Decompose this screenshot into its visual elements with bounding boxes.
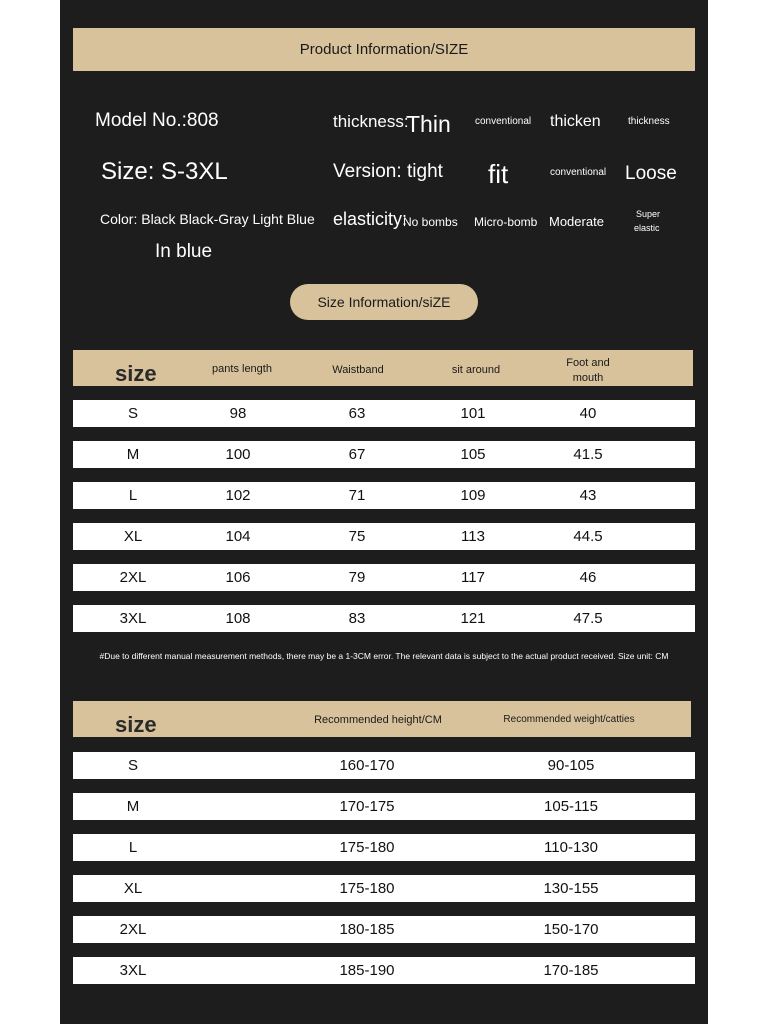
header-sit-around: sit around <box>451 364 501 376</box>
header-mouth: mouth <box>572 372 604 384</box>
table-cell: 108 <box>225 610 251 627</box>
table-row <box>73 441 695 468</box>
title-bar <box>73 28 695 71</box>
table-cell: 109 <box>460 487 486 504</box>
table-cell: 175-180 <box>339 839 395 856</box>
header-recommended-height: Recommended height/CM <box>314 714 442 726</box>
table-row <box>73 605 695 632</box>
thickness-thickness: thickness <box>628 116 670 127</box>
header2-size: size <box>115 712 157 737</box>
recommendation-table-header <box>73 701 691 737</box>
elasticity-moderate: Moderate <box>549 214 604 229</box>
table-cell: 105-115 <box>544 798 598 815</box>
table-cell: 3XL <box>119 962 147 979</box>
table-cell: 175-180 <box>339 880 395 897</box>
table-cell: 2XL <box>119 921 147 938</box>
table-cell: XL <box>123 880 143 897</box>
table-cell: M <box>126 446 140 463</box>
table-row <box>73 523 695 550</box>
table-cell: 110-130 <box>544 839 598 856</box>
table-cell: 83 <box>348 610 366 627</box>
table-row <box>73 875 695 902</box>
model-number: Model No.:808 <box>95 110 219 131</box>
table-cell: 2XL <box>119 569 147 586</box>
color-line-1: Color: Black Black-Gray Light Blue <box>100 211 315 227</box>
table-cell: 160-170 <box>339 757 395 774</box>
table-row <box>73 564 695 591</box>
header-recommended-weight: Recommended weight/catties <box>503 714 635 725</box>
table-cell: 104 <box>225 528 251 545</box>
table-cell: 150-170 <box>543 921 599 938</box>
table-cell: 101 <box>460 405 486 422</box>
table-cell: 170-175 <box>339 798 395 815</box>
table-cell: 170-185 <box>543 962 599 979</box>
header-pants-length: pants length <box>212 363 272 375</box>
thickness-label: thickness: <box>333 112 409 131</box>
table-cell: 100 <box>225 446 251 463</box>
table-cell: 67 <box>348 446 366 463</box>
header-size: size <box>115 361 157 386</box>
table-cell: 47.5 <box>573 610 603 627</box>
table-cell: L <box>128 839 138 856</box>
table-cell: 46 <box>579 569 597 586</box>
header-waistband: Waistband <box>332 364 384 376</box>
table-cell: 185-190 <box>339 962 395 979</box>
table-cell: 3XL <box>119 610 147 627</box>
table-row <box>73 916 695 943</box>
table-cell: S <box>127 405 139 422</box>
dark-panel <box>60 0 708 1024</box>
version-label: Version: <box>333 161 402 182</box>
table-cell: M <box>126 798 140 815</box>
thickness-thicken: thicken <box>550 113 601 130</box>
version-conventional: conventional <box>550 167 607 178</box>
header-foot-and: Foot and <box>566 357 610 369</box>
page-title: Product Information/SIZE <box>299 41 469 58</box>
table-cell: 117 <box>461 569 485 586</box>
table-cell: 41.5 <box>573 446 603 463</box>
table-cell: 102 <box>225 487 251 504</box>
table-cell: 130-155 <box>543 880 599 897</box>
table-cell: 105 <box>460 446 486 463</box>
measurement-note: #Due to different manual measurement methods, there may be a 1-3CM error. The relevant data is subject to the actual product received. Size unit: CM <box>99 651 669 661</box>
table-cell: 90-105 <box>547 757 595 774</box>
table-row <box>73 793 695 820</box>
table-cell: 79 <box>348 569 366 586</box>
table-cell: 63 <box>348 405 366 422</box>
size-range: Size: S-3XL <box>101 158 228 185</box>
table-cell: 71 <box>348 487 366 504</box>
elasticity-super: Super <box>636 209 661 219</box>
measurement-table-header <box>73 350 693 386</box>
color-line-2: In blue <box>155 241 213 262</box>
table-cell: 98 <box>229 405 247 422</box>
table-cell: 43 <box>579 487 597 504</box>
elasticity-elastic: elastic <box>634 223 660 233</box>
size-information-pill <box>290 284 478 320</box>
table-row <box>73 752 695 779</box>
thickness-conventional: conventional <box>475 116 532 127</box>
table-cell: S <box>127 757 139 774</box>
table-cell: 121 <box>460 610 486 627</box>
thickness-thin: Thin <box>406 111 451 137</box>
table-cell: 113 <box>461 528 485 545</box>
table-cell: 106 <box>225 569 251 586</box>
elasticity-micro-bomb: Micro-bomb <box>474 215 538 229</box>
version-loose: Loose <box>625 163 677 184</box>
size-information-label: Size Information/siZE <box>317 294 451 310</box>
table-row <box>73 482 695 509</box>
table-row <box>73 957 695 984</box>
table-row <box>73 834 695 861</box>
version-tight: tight <box>407 161 443 182</box>
table-cell: XL <box>123 528 143 545</box>
version-fit: fit <box>488 159 509 189</box>
table-row <box>73 400 695 427</box>
table-cell: L <box>128 487 138 504</box>
elasticity-no-bombs: No bombs <box>403 215 458 229</box>
table-cell: 180-185 <box>339 921 395 938</box>
elasticity-label: elasticity: <box>333 209 408 229</box>
table-cell: 40 <box>579 405 597 422</box>
table-cell: 44.5 <box>573 528 603 545</box>
table-cell: 75 <box>348 528 366 545</box>
